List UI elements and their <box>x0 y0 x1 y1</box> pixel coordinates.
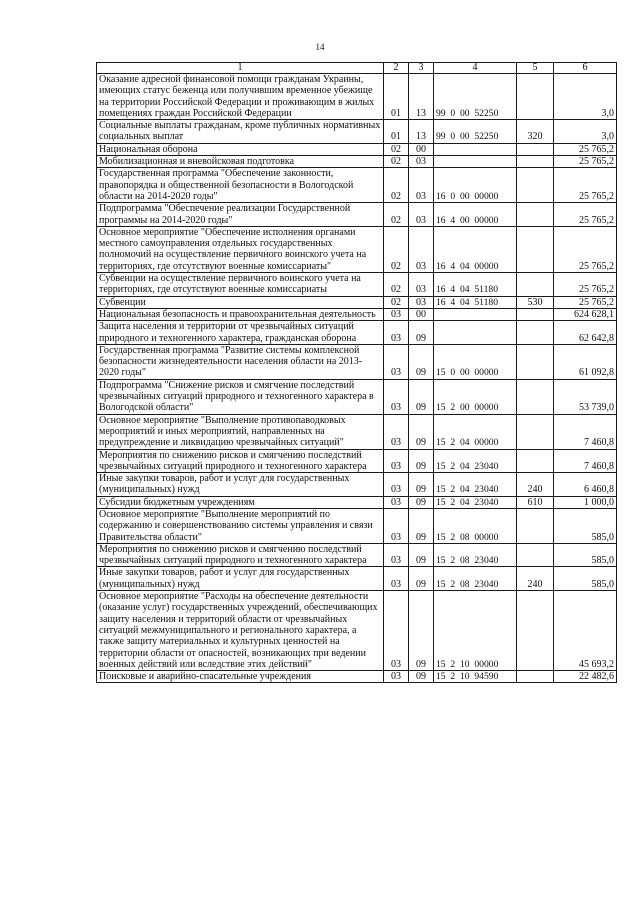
row-name-cell: Субсидии бюджетным учреждениям <box>97 496 384 508</box>
table-row <box>97 308 617 320</box>
row-amount-cell: 25 765,2 <box>554 203 617 227</box>
header-cell-3: 3 <box>409 63 434 74</box>
budget-table <box>96 62 617 683</box>
header-cell-1: 1 <box>97 63 384 74</box>
row-target-article-cell: 15 2 08 00000 <box>434 508 517 543</box>
row-expense-type-cell: 240 <box>517 473 554 497</box>
row-amount-cell: 22 482,6 <box>554 671 617 683</box>
row-subsection-cell: 09 <box>409 496 434 508</box>
row-name-cell: Подпрограмма "Снижение рисков и смягчение последствий чрезвычайных ситуаций природного и техногенного характера в Вологодской области" <box>97 379 384 414</box>
row-name-cell: Субвенции <box>97 296 384 308</box>
row-target-article-cell <box>434 143 517 155</box>
row-expense-type-cell <box>517 143 554 155</box>
header-cell-5: 5 <box>517 63 554 74</box>
row-subsection-cell: 03 <box>409 296 434 308</box>
row-subsection-cell: 03 <box>409 226 434 272</box>
row-target-article-cell: 15 2 04 23040 <box>434 449 517 473</box>
row-subsection-cell: 09 <box>409 671 434 683</box>
row-subsection-cell: 09 <box>409 543 434 567</box>
table-row <box>97 226 617 272</box>
row-subsection-cell: 00 <box>409 143 434 155</box>
row-subsection-cell: 03 <box>409 156 434 168</box>
row-name-cell: Основное мероприятие "Выполнение мероприятий по содержанию и совершенствованию системы управления и связи Правительства области" <box>97 508 384 543</box>
row-amount-cell: 585,0 <box>554 543 617 567</box>
row-amount-cell: 7 460,8 <box>554 414 617 449</box>
table-row <box>97 473 617 497</box>
row-target-article-cell <box>434 308 517 320</box>
row-section-cell: 03 <box>384 543 409 567</box>
row-target-article-cell: 99 0 00 52250 <box>434 120 517 144</box>
row-section-cell: 03 <box>384 496 409 508</box>
table-row <box>97 543 617 567</box>
row-subsection-cell: 09 <box>409 449 434 473</box>
table-row <box>97 671 617 683</box>
row-subsection-cell: 03 <box>409 203 434 227</box>
row-subsection-cell: 09 <box>409 344 434 379</box>
row-section-cell: 02 <box>384 156 409 168</box>
row-section-cell: 03 <box>384 414 409 449</box>
table-row <box>97 156 617 168</box>
row-target-article-cell: 15 2 08 23040 <box>434 567 517 591</box>
table-row <box>97 591 617 671</box>
row-target-article-cell: 16 4 04 51180 <box>434 273 517 297</box>
table-row <box>97 74 617 120</box>
row-amount-cell: 45 693,2 <box>554 591 617 671</box>
row-amount-cell: 25 765,2 <box>554 273 617 297</box>
row-name-cell: Основное мероприятие "Расходы на обеспечение деятельности (оказание услуг) государственных учреждений, обеспечивающих защиту населения и территорий области от чрезвычайных ситуаций межмуниципального и регионального характера, а также защиту материальных и культурных ценностей на территории области от опасностей, возникающих при ведении военных действий или вследствие этих действий" <box>97 591 384 671</box>
header-cell-4: 4 <box>434 63 517 74</box>
row-target-article-cell: 15 0 00 00000 <box>434 344 517 379</box>
row-amount-cell: 6 460,8 <box>554 473 617 497</box>
row-name-cell: Основное мероприятие "Выполнение противопаводковых мероприятий и иных мероприятий, направленных на предупреждение и ликвидацию чрезвычайных ситуаций" <box>97 414 384 449</box>
row-name-cell: Мобилизационная и вневойсковая подготовка <box>97 156 384 168</box>
row-name-cell: Мероприятия по снижению рисков и смягчению последствий чрезвычайных ситуаций природного и техногенного характера <box>97 543 384 567</box>
row-amount-cell: 624 628,1 <box>554 308 617 320</box>
row-name-cell: Государственная программа "Развитие системы комплексной безопасности жизнедеятельности населения области на 2013-2020 годы" <box>97 344 384 379</box>
row-name-cell: Субвенции на осуществление первичного воинского учета на территориях, где отсутствуют военные комиссариаты <box>97 273 384 297</box>
table-row <box>97 168 617 203</box>
row-amount-cell: 3,0 <box>554 74 617 120</box>
row-subsection-cell: 09 <box>409 508 434 543</box>
row-amount-cell: 3,0 <box>554 120 617 144</box>
row-expense-type-cell <box>517 508 554 543</box>
row-target-article-cell: 15 2 04 23040 <box>434 496 517 508</box>
table-row <box>97 508 617 543</box>
row-target-article-cell: 15 2 10 00000 <box>434 591 517 671</box>
row-expense-type-cell <box>517 321 554 345</box>
row-name-cell: Национальная оборона <box>97 143 384 155</box>
row-expense-type-cell <box>517 671 554 683</box>
row-target-article-cell: 15 2 04 23040 <box>434 473 517 497</box>
row-section-cell: 02 <box>384 226 409 272</box>
row-section-cell: 03 <box>384 473 409 497</box>
table-row <box>97 414 617 449</box>
row-name-cell: Иные закупки товаров, работ и услуг для государственных (муниципальных) нужд <box>97 567 384 591</box>
row-amount-cell: 25 765,2 <box>554 168 617 203</box>
table-row <box>97 344 617 379</box>
row-section-cell: 02 <box>384 143 409 155</box>
row-name-cell: Основное мероприятие "Обеспечение исполнения органами местного самоуправления отдельных государственных полномочий на осуществление первичного воинского учета на территориях, где отсутствуют военные комиссариаты" <box>97 226 384 272</box>
row-section-cell: 03 <box>384 321 409 345</box>
row-subsection-cell: 03 <box>409 273 434 297</box>
row-expense-type-cell: 240 <box>517 567 554 591</box>
row-section-cell: 03 <box>384 344 409 379</box>
row-expense-type-cell <box>517 226 554 272</box>
table-row <box>97 321 617 345</box>
row-expense-type-cell: 530 <box>517 296 554 308</box>
row-section-cell: 03 <box>384 308 409 320</box>
table-row <box>97 203 617 227</box>
row-expense-type-cell <box>517 449 554 473</box>
row-section-cell: 02 <box>384 203 409 227</box>
row-target-article-cell <box>434 321 517 345</box>
row-name-cell: Оказание адресной финансовой помощи гражданам Украины, имеющих статус беженца или получившим временное убежище на территории Российской Федерации и проживающим в жилых помещениях граждан Российской Федерации <box>97 74 384 120</box>
row-name-cell: Защита населения и территории от чрезвычайных ситуаций природного и техногенного характера, гражданская оборона <box>97 321 384 345</box>
row-section-cell: 02 <box>384 273 409 297</box>
row-name-cell: Иные закупки товаров, работ и услуг для государственных (муниципальных) нужд <box>97 473 384 497</box>
row-amount-cell: 7 460,8 <box>554 449 617 473</box>
row-expense-type-cell <box>517 543 554 567</box>
row-name-cell: Поисковые и аварийно-спасательные учреждения <box>97 671 384 683</box>
row-expense-type-cell <box>517 344 554 379</box>
row-amount-cell: 25 765,2 <box>554 156 617 168</box>
row-target-article-cell: 15 2 08 23040 <box>434 543 517 567</box>
table-row <box>97 273 617 297</box>
row-target-article-cell: 15 2 00 00000 <box>434 379 517 414</box>
row-name-cell: Мероприятия по снижению рисков и смягчению последствий чрезвычайных ситуаций природного и техногенного характера <box>97 449 384 473</box>
row-subsection-cell: 03 <box>409 168 434 203</box>
row-amount-cell: 25 765,2 <box>554 226 617 272</box>
row-section-cell: 03 <box>384 508 409 543</box>
row-subsection-cell: 09 <box>409 567 434 591</box>
row-target-article-cell: 16 4 04 51180 <box>434 296 517 308</box>
row-section-cell: 03 <box>384 671 409 683</box>
row-expense-type-cell <box>517 308 554 320</box>
header-cell-2: 2 <box>384 63 409 74</box>
row-name-cell: Подпрограмма "Обеспечение реализации Государственной программы на 2014-2020 годы" <box>97 203 384 227</box>
row-amount-cell: 53 739,0 <box>554 379 617 414</box>
row-section-cell: 02 <box>384 168 409 203</box>
row-section-cell: 03 <box>384 449 409 473</box>
table-header-row <box>97 63 617 74</box>
row-expense-type-cell <box>517 414 554 449</box>
row-name-cell: Государственная программа "Обеспечение законности, правопорядка и общественной безопасности в Вологодской области на 2014-2020 годы" <box>97 168 384 203</box>
row-section-cell: 03 <box>384 567 409 591</box>
table-row <box>97 379 617 414</box>
table-row <box>97 567 617 591</box>
row-amount-cell: 25 765,2 <box>554 296 617 308</box>
row-name-cell: Социальные выплаты гражданам, кроме публичных нормативных социальных выплат <box>97 120 384 144</box>
row-target-article-cell: 16 0 00 00000 <box>434 168 517 203</box>
row-subsection-cell: 09 <box>409 379 434 414</box>
row-expense-type-cell <box>517 273 554 297</box>
row-target-article-cell: 99 0 00 52250 <box>434 74 517 120</box>
row-expense-type-cell <box>517 379 554 414</box>
row-subsection-cell: 09 <box>409 591 434 671</box>
table-row <box>97 120 617 144</box>
row-expense-type-cell <box>517 74 554 120</box>
table-row <box>97 449 617 473</box>
row-amount-cell: 1 000,0 <box>554 496 617 508</box>
row-subsection-cell: 13 <box>409 74 434 120</box>
row-amount-cell: 62 642,8 <box>554 321 617 345</box>
row-target-article-cell <box>434 156 517 168</box>
row-section-cell: 01 <box>384 74 409 120</box>
table-row <box>97 143 617 155</box>
row-subsection-cell: 09 <box>409 414 434 449</box>
row-expense-type-cell <box>517 203 554 227</box>
row-subsection-cell: 00 <box>409 308 434 320</box>
page-number: 14 <box>315 42 325 52</box>
row-section-cell: 01 <box>384 120 409 144</box>
table-row <box>97 296 617 308</box>
row-target-article-cell: 16 4 00 00000 <box>434 203 517 227</box>
row-amount-cell: 585,0 <box>554 508 617 543</box>
row-name-cell: Национальная безопасность и правоохранительная деятельность <box>97 308 384 320</box>
row-section-cell: 03 <box>384 379 409 414</box>
table-row <box>97 496 617 508</box>
row-amount-cell: 25 765,2 <box>554 143 617 155</box>
row-subsection-cell: 09 <box>409 321 434 345</box>
row-subsection-cell: 13 <box>409 120 434 144</box>
row-expense-type-cell: 320 <box>517 120 554 144</box>
row-expense-type-cell: 610 <box>517 496 554 508</box>
row-amount-cell: 585,0 <box>554 567 617 591</box>
row-section-cell: 03 <box>384 591 409 671</box>
row-subsection-cell: 09 <box>409 473 434 497</box>
row-expense-type-cell <box>517 156 554 168</box>
row-section-cell: 02 <box>384 296 409 308</box>
row-target-article-cell: 15 2 10 94590 <box>434 671 517 683</box>
row-expense-type-cell <box>517 168 554 203</box>
row-target-article-cell: 15 2 04 00000 <box>434 414 517 449</box>
row-amount-cell: 61 092,8 <box>554 344 617 379</box>
row-target-article-cell: 16 4 04 00000 <box>434 226 517 272</box>
header-cell-6: 6 <box>554 63 617 74</box>
row-expense-type-cell <box>517 591 554 671</box>
